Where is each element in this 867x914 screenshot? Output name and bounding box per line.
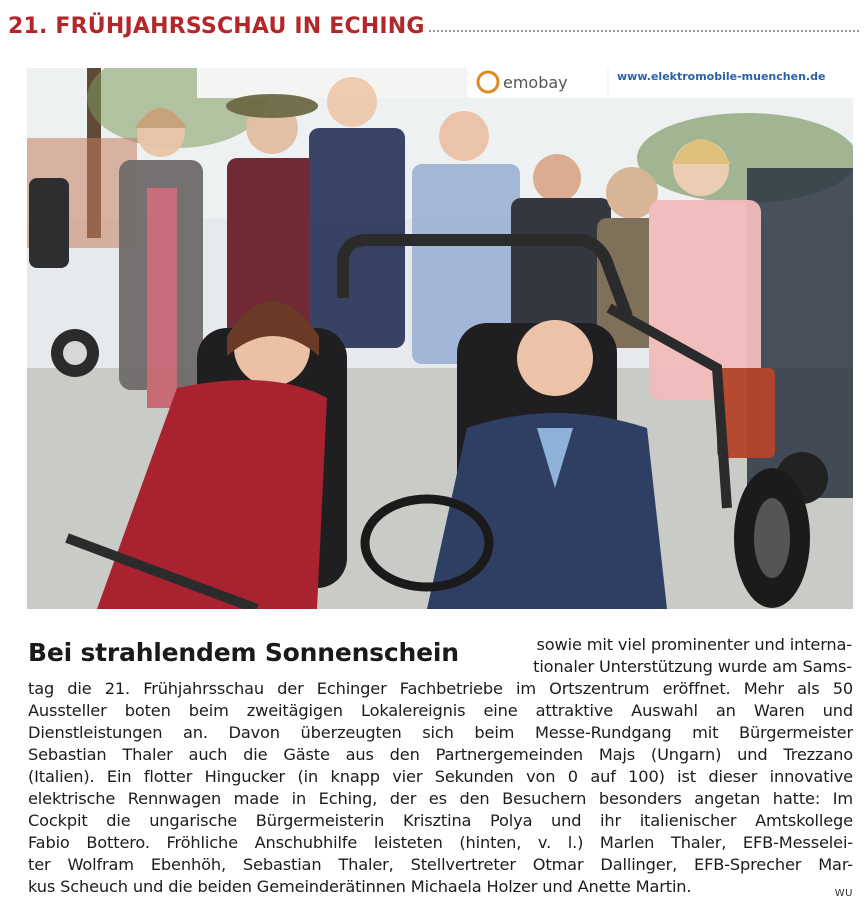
author-credit: WU [834, 888, 853, 899]
banner-emobay-text: emobay [503, 73, 568, 92]
kicker-title: 21. FRÜHJAHRSSCHAU IN ECHING [8, 14, 425, 39]
body-line: tag die 21. Frühjahrsschau der Echinger Fachbetriebe im Ortszentrum eröffnet. Mehr als 50 [28, 679, 853, 698]
body-line: kus Scheuch und die beiden Gemeinderätinnen Michaela Holzer und Anette Martin. [28, 877, 692, 896]
body-line: Aussteller boten beim zweitägigen Lokalereignis eine attraktive Auswahl an Waren und [28, 701, 853, 720]
body-line: Dienstleistungen an. Davon überzeugten sich beim Messe-Rundgang mit Bürgermeister [28, 723, 853, 742]
body-line: ter Wolfram Ebenhöh, Sebastian Thaler, Stellvertreter Otmar Dallinger, EFB-Sprecher Mar- [28, 855, 853, 874]
body-line: (Italien). Ein flotter Hingucker (in knapp vier Sekunden von 0 auf 100) ist dieser innovative [28, 767, 853, 786]
body-line: tionaler Unterstützung wurde am Sams- [533, 657, 852, 676]
article-headline: Bei strahlendem Sonnenschein [28, 638, 459, 667]
body-line: Fabio Bottero. Fröhliche Anschubhilfe leisteten (hinten, v. l.) Marlen Thaler, EFB-Messelei- [28, 833, 853, 852]
body-line: Sebastian Thaler auch die Gäste aus den Partnergemeinden Majs (Ungarn) und Trezzano [28, 745, 853, 764]
body-line: Cockpit die ungarische Bürgermeisterin Krisztina Polya und ihr italienischer Amtskollege [28, 811, 853, 830]
body-line: sowie mit viel prominenter und interna- [536, 635, 852, 654]
banner-url-text: www.elektromobile-muenchen.de [617, 70, 826, 83]
news-photo [27, 68, 853, 609]
section-kicker [8, 14, 859, 40]
photo-illustration [27, 68, 853, 609]
kicker-dotted-rule [429, 30, 859, 32]
body-line: elektrische Rennwagen made in Eching, der es den Besuchern besonders angetan hatte: Im [28, 789, 853, 808]
